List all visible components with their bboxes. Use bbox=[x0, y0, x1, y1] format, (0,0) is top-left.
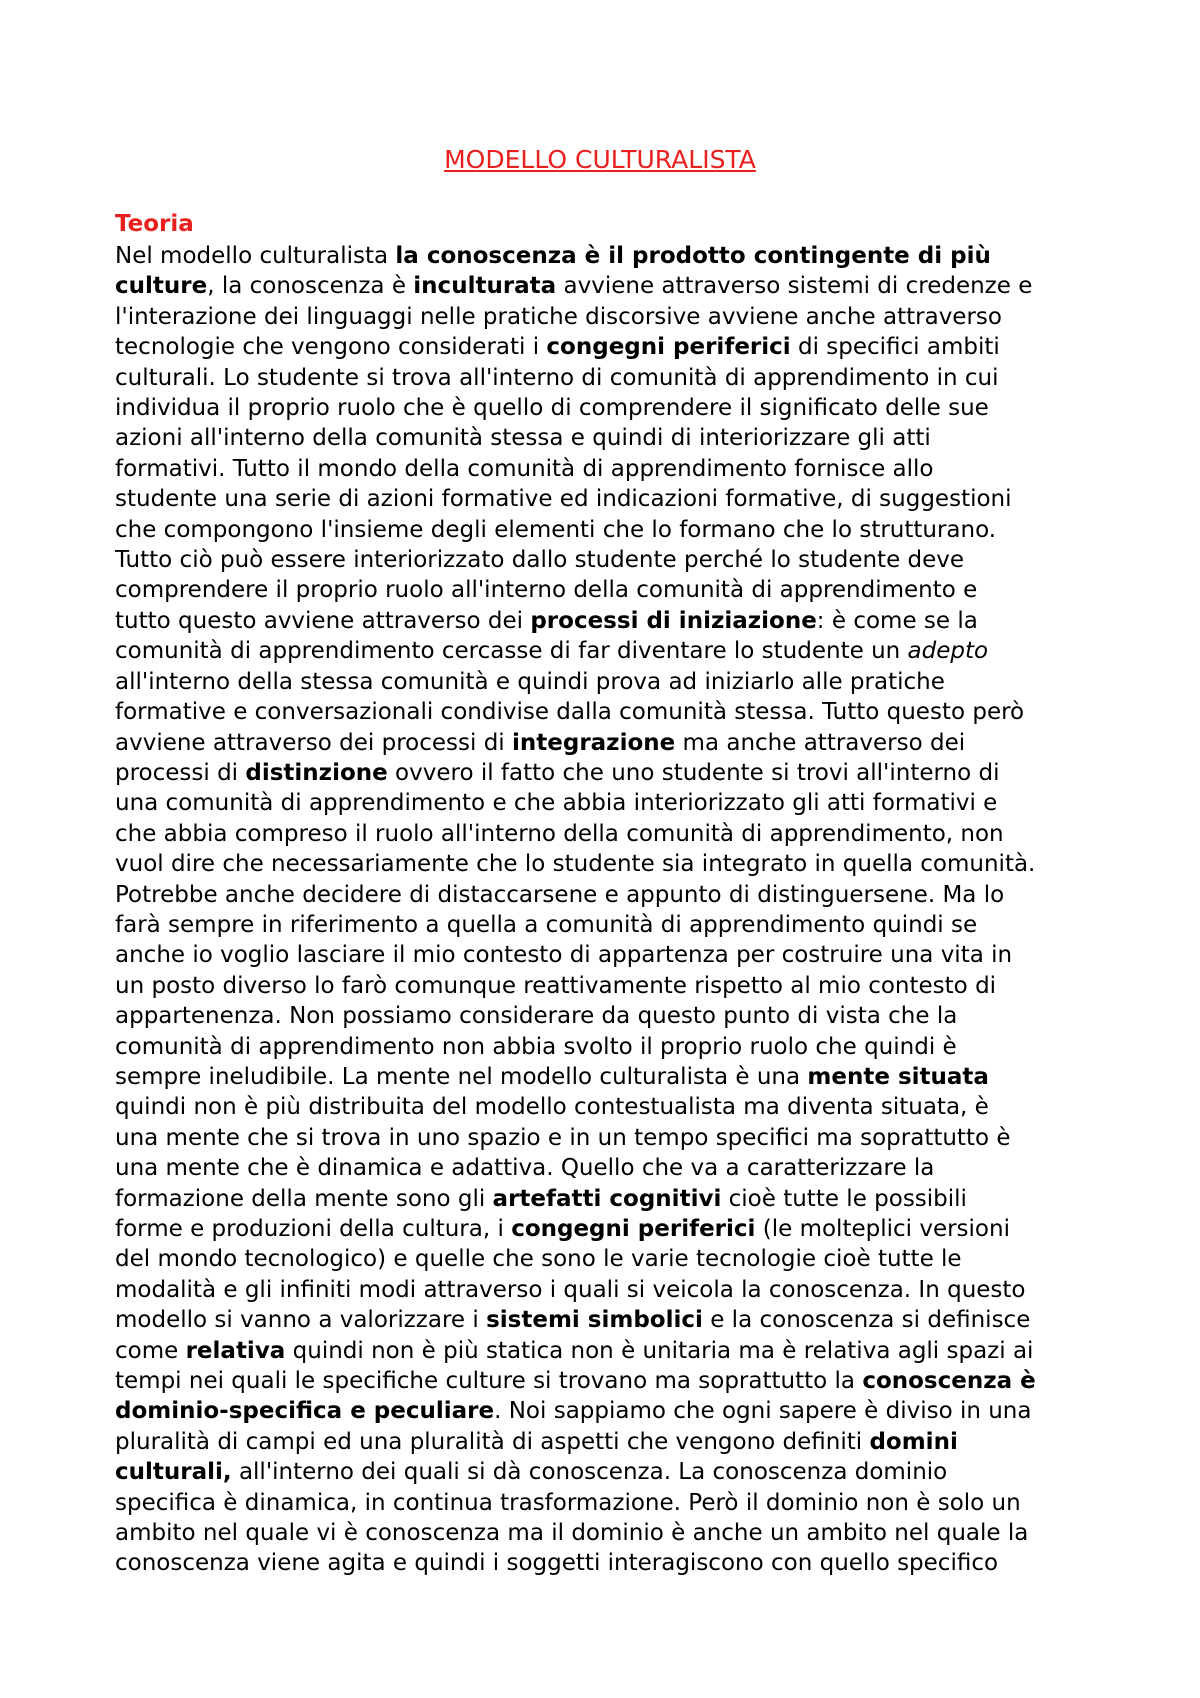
text-run: quindi non è più statica non è unitaria ma è relativa agli spazi ai bbox=[285, 1337, 1034, 1364]
text-run: di specifici ambiti bbox=[790, 334, 1000, 361]
body-line bbox=[115, 393, 1095, 423]
section-heading: Teoria bbox=[115, 211, 194, 237]
body-paragraph bbox=[115, 241, 1095, 1579]
text-run: tutto questo avviene attraverso dei bbox=[115, 607, 531, 634]
text-run: vuol dire che necessariamente che lo studente sia integrato in quella comunità. bbox=[115, 851, 1036, 878]
body-line bbox=[115, 606, 1095, 636]
body-line bbox=[115, 1548, 1095, 1578]
text-run: culturali. Lo studente si trova all'interno di comunità di apprendimento in cui bbox=[115, 364, 999, 391]
body-line bbox=[115, 332, 1095, 362]
text-run: una comunità di apprendimento e che abbia interiorizzato gli atti formativi e bbox=[115, 790, 998, 817]
text-run: sempre ineludibile. La mente nel modello culturalista è una bbox=[115, 1063, 808, 1090]
bold-text: distinzione bbox=[245, 759, 388, 786]
text-run: tempi nei quali le specifiche culture si trovano ma soprattutto la bbox=[115, 1368, 863, 1395]
text-run: specifica è dinamica, in continua trasformazione. Però il dominio non è solo un bbox=[115, 1489, 1021, 1516]
text-run: conoscenza viene agita e quindi i soggetti interagiscono con quello specifico bbox=[115, 1550, 999, 1577]
body-line bbox=[115, 758, 1095, 788]
text-run: comprendere il proprio ruolo all'interno della comunità di apprendimento e bbox=[115, 577, 978, 604]
text-run: pluralità di campi ed una pluralità di aspetti che vengono definiti bbox=[115, 1428, 870, 1455]
body-line bbox=[115, 1336, 1095, 1366]
body-line bbox=[115, 1366, 1095, 1396]
bold-text: conoscenza è bbox=[862, 1368, 1036, 1395]
text-run: : è come se la bbox=[816, 607, 978, 634]
text-run: all'interno della stessa comunità e quindi prova ad iniziarlo alle pratiche bbox=[115, 668, 945, 695]
body-line bbox=[115, 910, 1095, 940]
body-line bbox=[115, 697, 1095, 727]
text-run: modalità e gli infiniti modi attraverso i quali si veicola la conoscenza. In questo bbox=[115, 1276, 1026, 1303]
bold-text: culturali, bbox=[115, 1459, 232, 1486]
bold-text: dominio-specifica e peculiare bbox=[115, 1398, 495, 1425]
body-line bbox=[115, 302, 1095, 332]
body-line bbox=[115, 1305, 1095, 1335]
bold-text: inculturata bbox=[413, 273, 557, 300]
body-line bbox=[115, 1001, 1095, 1031]
bold-text: artefatti cognitivi bbox=[492, 1185, 722, 1212]
body-line bbox=[115, 940, 1095, 970]
bold-text: sistemi simbolici bbox=[486, 1307, 703, 1334]
body-line bbox=[115, 971, 1095, 1001]
body-line bbox=[115, 788, 1095, 818]
body-line bbox=[115, 1184, 1095, 1214]
text-run: , la conoscenza è bbox=[207, 273, 414, 300]
text-run: e la conoscenza si definisce bbox=[702, 1307, 1031, 1334]
text-run: . Noi sappiamo che ogni sapere è diviso in una bbox=[494, 1398, 1032, 1425]
text-run: un posto diverso lo farò comunque reattivamente rispetto al mio contesto di bbox=[115, 972, 997, 999]
italic-text: adepto bbox=[907, 638, 989, 665]
text-run: che compongono l'insieme degli elementi che lo formano che lo strutturano. bbox=[115, 516, 997, 543]
text-run: del mondo tecnologico) e quelle che sono le varie tecnologie cioè tutte le bbox=[115, 1246, 962, 1273]
bold-text: congegni periferici bbox=[546, 334, 791, 361]
text-run: (le molteplici versioni bbox=[755, 1216, 1010, 1242]
body-line bbox=[115, 1457, 1095, 1487]
body-line bbox=[115, 819, 1095, 849]
body-line bbox=[115, 271, 1095, 301]
body-line bbox=[115, 484, 1095, 514]
body-line bbox=[115, 545, 1095, 575]
text-run: una mente che è dinamica e adattiva. Quello che va a caratterizzare la bbox=[115, 1155, 935, 1182]
text-run: tecnologie che vengono considerati i bbox=[115, 334, 547, 361]
body-line bbox=[115, 880, 1095, 910]
text-run: modello si vanno a valorizzare i bbox=[115, 1307, 487, 1334]
text-run: quindi non è più distribuita del modello contestualista ma diventa situata, è bbox=[115, 1094, 989, 1121]
body-line bbox=[115, 667, 1095, 697]
text-run: anche io voglio lasciare il mio contesto di appartenza per costruire una vita in bbox=[115, 942, 1013, 969]
bold-text: processi di iniziazione bbox=[530, 607, 817, 634]
body-line bbox=[115, 1244, 1095, 1274]
body-line bbox=[115, 1123, 1095, 1153]
body-line bbox=[115, 575, 1095, 605]
body-line bbox=[115, 849, 1095, 879]
text-run: processi di bbox=[115, 759, 246, 786]
body-line bbox=[115, 454, 1095, 484]
bold-text: domini bbox=[869, 1428, 958, 1455]
bold-text: relativa bbox=[185, 1337, 286, 1364]
body-line bbox=[115, 423, 1095, 453]
text-run: avviene attraverso dei processi di bbox=[115, 729, 512, 756]
body-line bbox=[115, 1275, 1095, 1305]
text-run: all'interno dei quali si dà conoscenza. La conoscenza dominio bbox=[231, 1459, 948, 1486]
text-run: Potrebbe anche decidere di distaccarsene e appunto di distinguersene. Ma lo bbox=[115, 881, 1005, 908]
body-line bbox=[115, 241, 1095, 271]
document-title: MODELLO CULTURALISTA bbox=[444, 145, 756, 174]
text-run: formativi. Tutto il mondo della comunità di apprendimento fornisce allo bbox=[115, 455, 934, 482]
bold-text: mente situata bbox=[807, 1063, 989, 1090]
text-run: Nel modello culturalista bbox=[115, 243, 396, 269]
body-line bbox=[115, 1153, 1095, 1183]
bold-text: integrazione bbox=[512, 729, 676, 756]
text-run: forme e produzioni della cultura, i bbox=[115, 1216, 512, 1242]
bold-text: la conoscenza è il prodotto contingente di più bbox=[395, 243, 991, 269]
text-run: individua il proprio ruolo che è quello di comprendere il significato delle sue bbox=[115, 395, 989, 422]
body-line bbox=[115, 1488, 1095, 1518]
body-line bbox=[115, 515, 1095, 545]
text-run: una mente che si trova in uno spazio e in un tempo specifici ma soprattutto è bbox=[115, 1124, 1011, 1151]
body-line bbox=[115, 1396, 1095, 1426]
body-line bbox=[115, 636, 1095, 666]
body-line bbox=[115, 1092, 1095, 1122]
text-run: farà sempre in riferimento a quella a comunità di apprendimento quindi se bbox=[115, 911, 978, 938]
text-run: azioni all'interno della comunità stessa e quindi di interiorizzare gli atti bbox=[115, 425, 931, 452]
body-line bbox=[115, 1427, 1095, 1457]
body-line bbox=[115, 1032, 1095, 1062]
text-run: Tutto ciò può essere interiorizzato dallo studente perché lo studente deve bbox=[115, 547, 965, 574]
text-run: formazione della mente sono gli bbox=[115, 1185, 493, 1212]
text-run: formative e conversazionali condivise dalla comunità stessa. Tutto questo però bbox=[115, 699, 1025, 726]
body-line bbox=[115, 1518, 1095, 1548]
text-run: avviene attraverso sistemi di credenze e bbox=[556, 273, 1033, 300]
bold-text: congegni periferici bbox=[511, 1216, 756, 1242]
body-line bbox=[115, 1062, 1095, 1092]
text-run: cioè tutte le possibili bbox=[721, 1185, 967, 1212]
body-line bbox=[115, 1214, 1095, 1244]
text-run: comunità di apprendimento cercasse di far diventare lo studente un bbox=[115, 638, 908, 665]
text-run: studente una serie di azioni formative ed indicazioni formative, di suggestioni bbox=[115, 486, 1012, 513]
body-line bbox=[115, 363, 1095, 393]
text-run: che abbia compreso il ruolo all'interno della comunità di apprendimento, non bbox=[115, 820, 1004, 847]
text-run: comunità di apprendimento non abbia svolto il proprio ruolo che quindi è bbox=[115, 1033, 957, 1060]
text-run: come bbox=[115, 1337, 186, 1364]
text-run: ovvero il fatto che uno studente si trovi all'interno di bbox=[387, 759, 1000, 786]
body-line bbox=[115, 728, 1095, 758]
text-run: appartenenza. Non possiamo considerare da questo punto di vista che la bbox=[115, 1003, 958, 1030]
text-run: l'interazione dei linguaggi nelle pratiche discorsive avviene anche attraverso bbox=[115, 303, 1002, 330]
text-run: ambito nel quale vi è conoscenza ma il dominio è anche un ambito nel quale la bbox=[115, 1520, 1029, 1547]
bold-text: culture bbox=[115, 273, 208, 300]
text-run: ma anche attraverso dei bbox=[675, 729, 966, 756]
